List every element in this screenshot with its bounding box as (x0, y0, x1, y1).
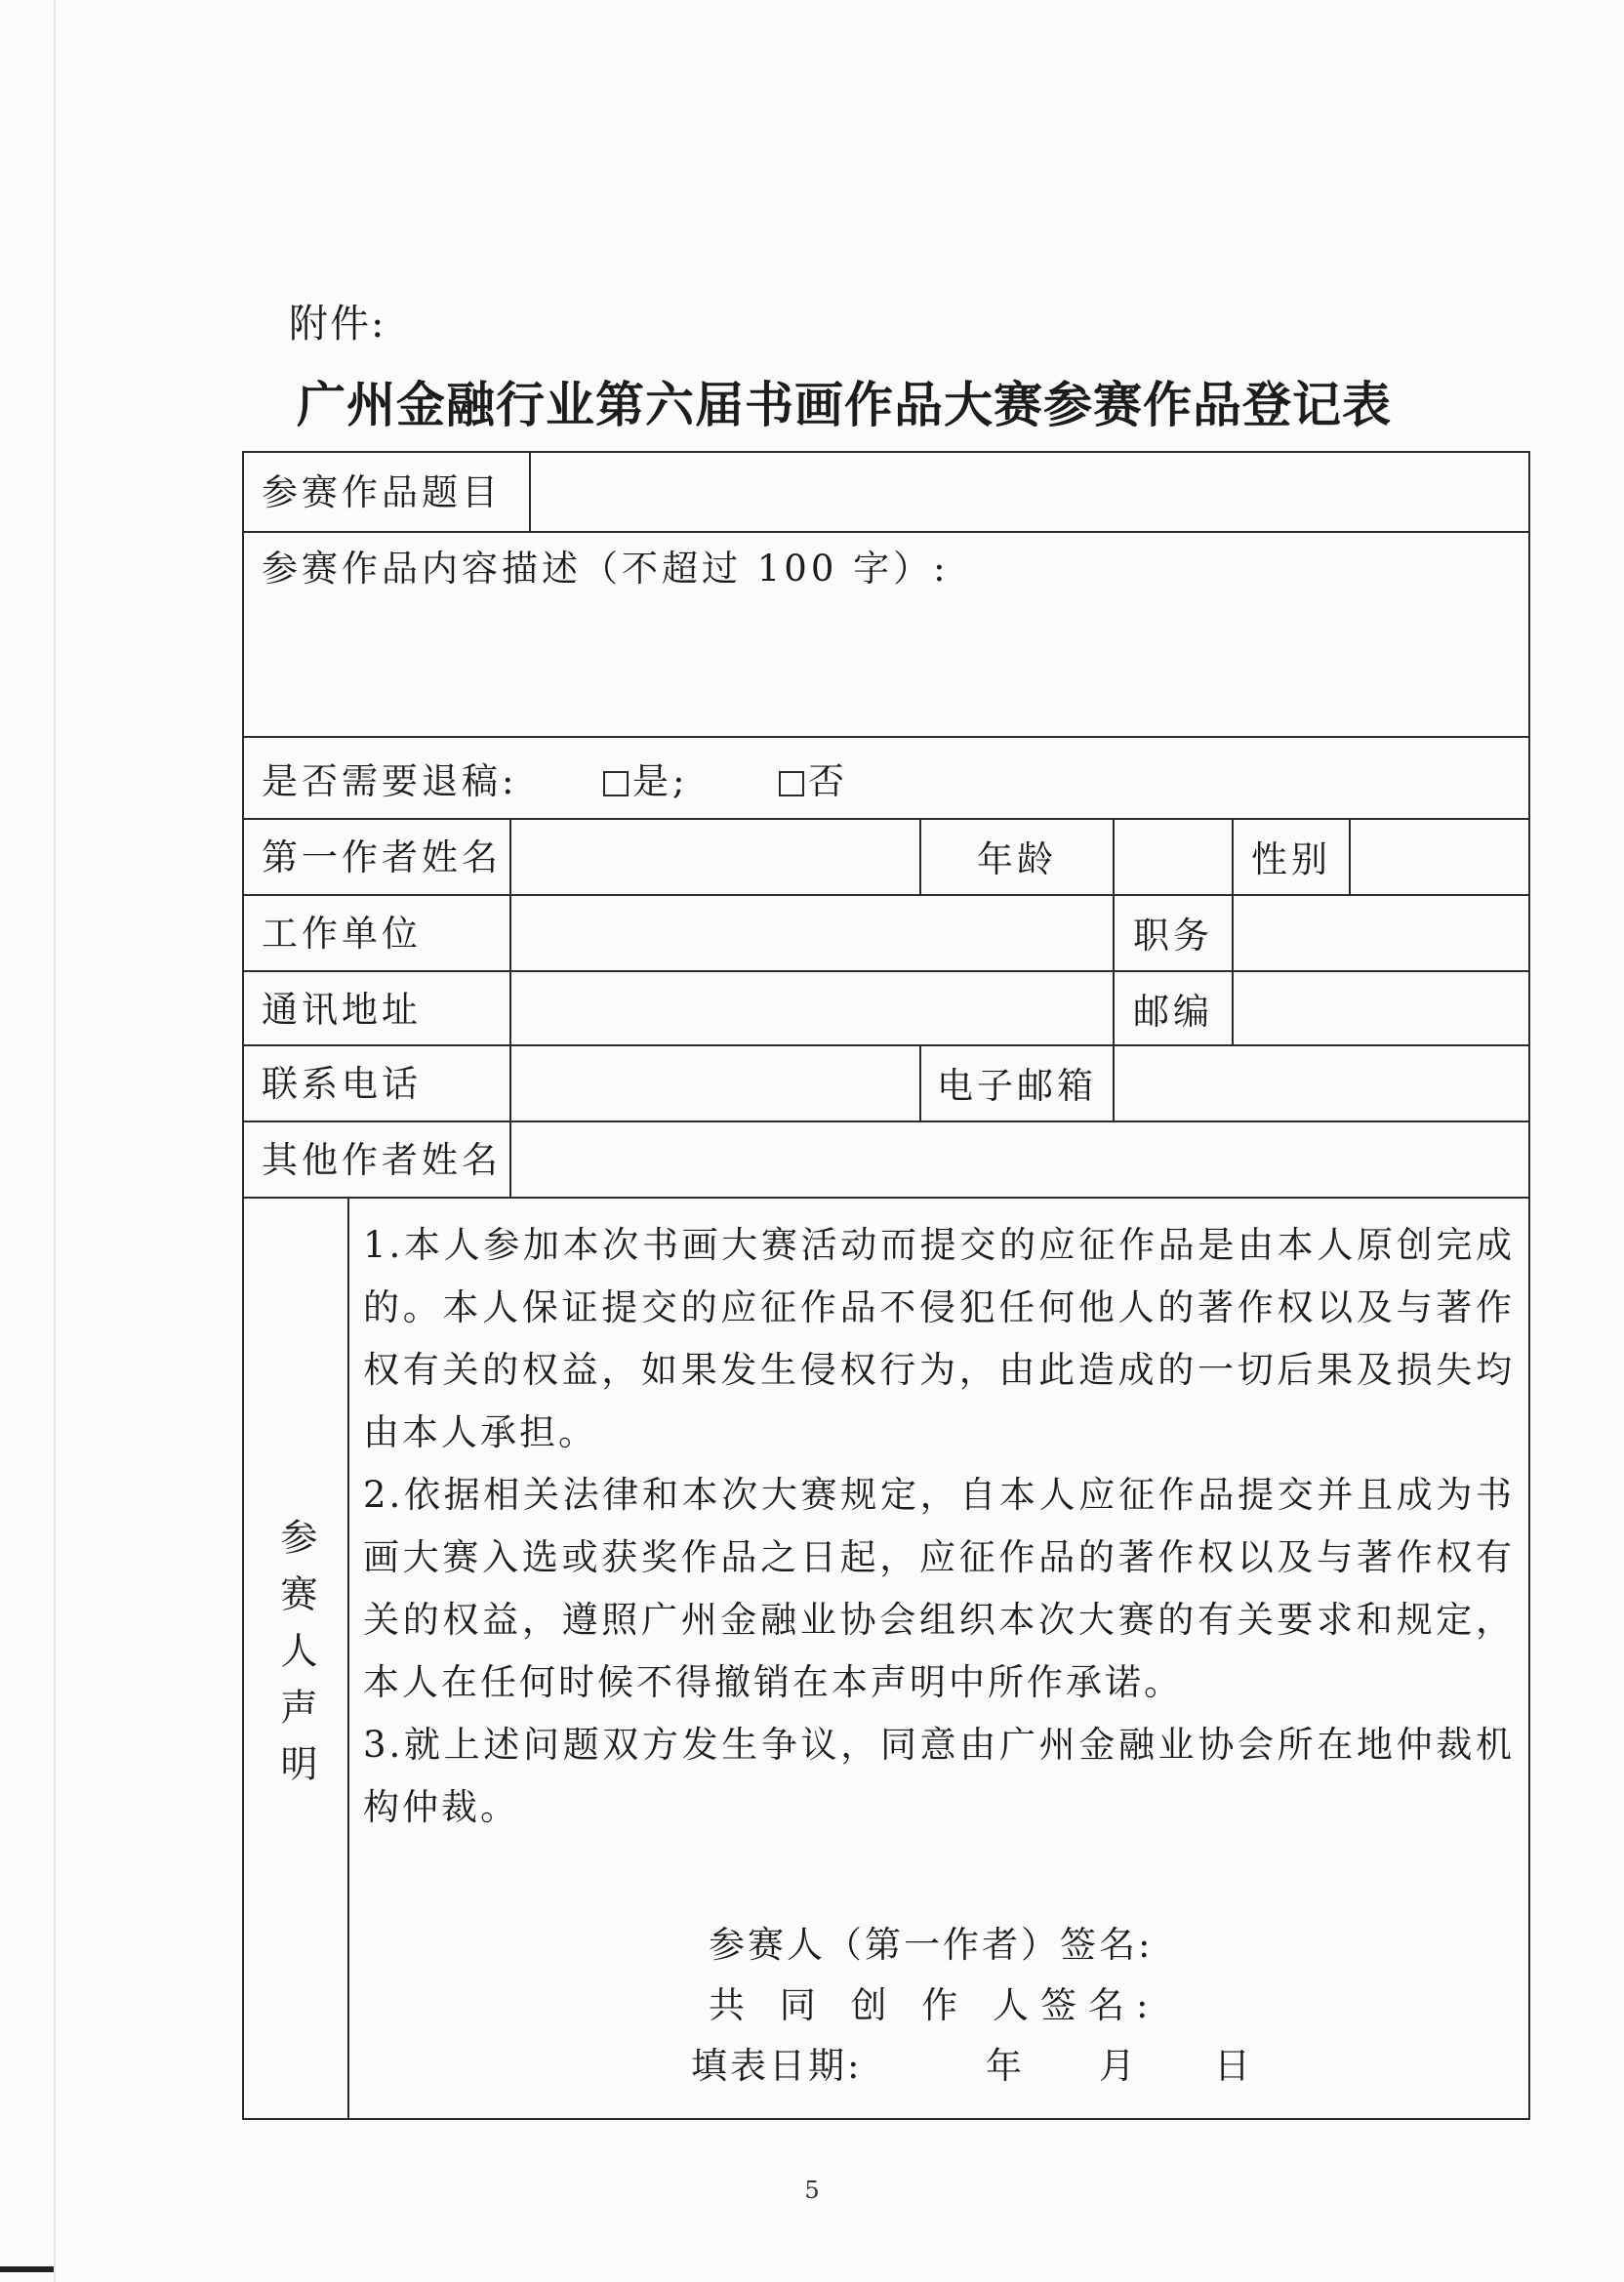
position-field[interactable] (1234, 896, 1526, 968)
email-label: 电子邮箱 (937, 1065, 1097, 1107)
date-year-label: 年 (986, 2045, 1025, 2087)
gender-label: 性别 (1251, 838, 1331, 880)
phone-field[interactable] (511, 1046, 917, 1119)
declaration-item: 3.就上述问题双方发生争议，同意由广州金融业协会所在地仲裁机构仲裁。 (363, 1724, 1515, 1828)
first-author-field[interactable] (511, 820, 917, 892)
row-divider (244, 1197, 1528, 1199)
return-yes-option[interactable] (603, 760, 689, 802)
address-field[interactable] (511, 972, 1111, 1042)
employer-field[interactable] (511, 896, 1111, 968)
declaration-item: 2.依据相关法律和本次大赛规定，自本人应征作品提交并且成为书画大赛入选或获奖作品之日起，应征作品的著作权以及与著作权有关的权益，遵照广州金融业协会组织本次大赛的有关要求和规定，本人在任何时候不得撤销在本声明中所作承诺。 (363, 1474, 1515, 1703)
date-month-label: 月 (1099, 2045, 1138, 2087)
col-divider (347, 1197, 349, 2120)
postcode-label: 邮编 (1133, 991, 1213, 1033)
first-author-signature-label: 参赛人（第一作者）签名: (709, 1924, 1154, 1966)
first-author-label: 第一作者姓名 (262, 836, 502, 878)
page-title: 广州金融行业第六届书画作品大赛参赛作品登记表 (297, 376, 1392, 433)
email-field[interactable] (1115, 1046, 1526, 1119)
declaration-side-label: 参赛人声明 (274, 1518, 317, 1801)
gender-field[interactable] (1351, 820, 1526, 892)
return-yes-label: 是; (632, 760, 689, 802)
age-field[interactable] (1115, 820, 1230, 892)
declaration-item: 1.本人参加本次书画大赛活动而提交的应征作品是由本人原创完成的。本人保证提交的应征作品不侵犯任何他人的著作权以及与著作权有关的权益，如果发生侵权行为，由此造成的一切后果及损失均由本人承担。 (363, 1224, 1515, 1453)
scan-mark (0, 2266, 54, 2272)
description-label: 参赛作品内容描述（不超过 100 字）: (262, 548, 950, 590)
return-no-option[interactable] (779, 760, 848, 802)
other-authors-label: 其他作者姓名 (262, 1139, 502, 1181)
page-number: 5 (804, 2177, 820, 2204)
scan-edge-line (54, 0, 56, 2282)
declaration-text (363, 1214, 1515, 1839)
row-divider (244, 531, 1528, 533)
return-label: 是否需要退稿: (262, 760, 518, 802)
work-title-label: 参赛作品题目 (262, 471, 502, 513)
checkbox-icon[interactable] (779, 771, 804, 796)
position-label: 职务 (1133, 915, 1213, 957)
address-label: 通讯地址 (262, 989, 422, 1031)
postcode-field[interactable] (1234, 972, 1526, 1042)
checkbox-icon[interactable] (603, 771, 629, 796)
age-label: 年龄 (977, 838, 1057, 880)
co-author-signature-label: 共 同 创 作 人签名: (709, 1984, 1160, 2026)
return-no-label: 否 (808, 760, 848, 802)
row-divider (244, 736, 1528, 738)
work-title-field[interactable] (531, 455, 1526, 529)
description-field[interactable] (244, 599, 1528, 734)
declaration-side-cell (244, 1199, 347, 2120)
date-day-label: 日 (1214, 2045, 1253, 2087)
other-authors-field[interactable] (511, 1122, 1526, 1195)
attachment-label: 附件: (289, 302, 386, 346)
employer-label: 工作单位 (262, 913, 422, 955)
phone-label: 联系电话 (262, 1063, 422, 1105)
registration-form (242, 451, 1530, 2120)
date-label: 填表日期: (691, 2045, 863, 2087)
